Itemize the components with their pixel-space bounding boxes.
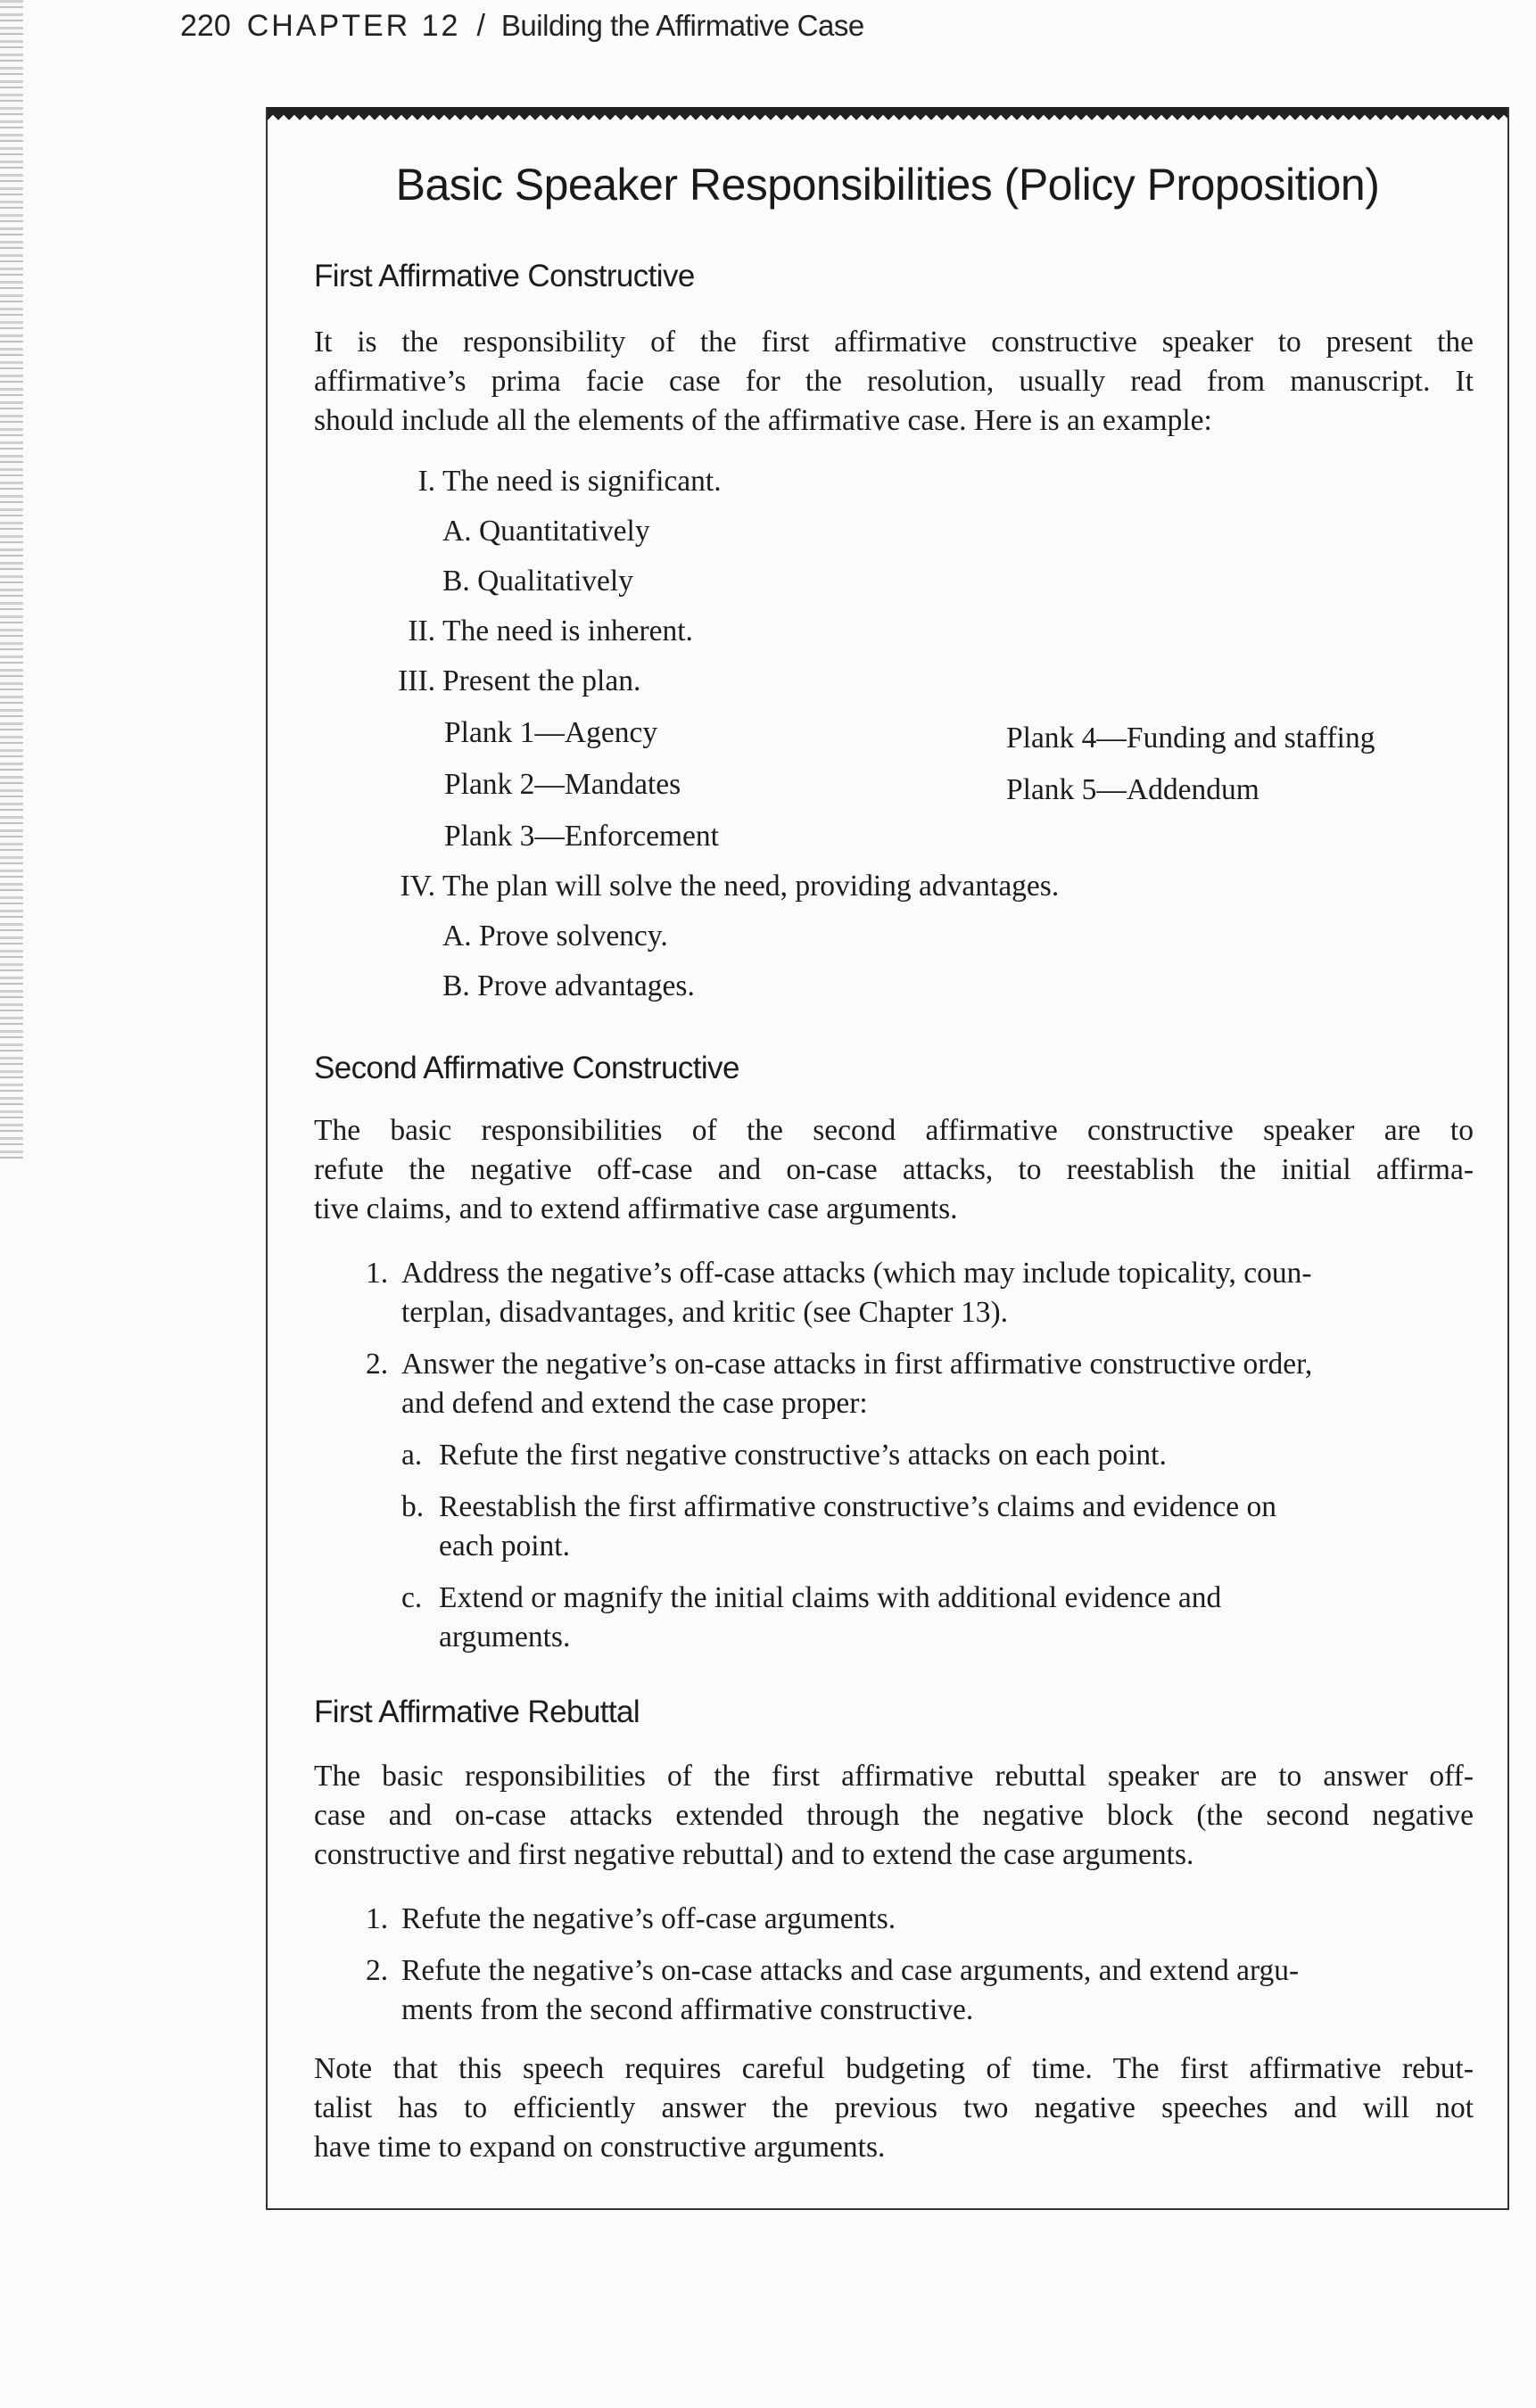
plan-plank: Plank 4—Funding and staffing	[1006, 722, 1375, 755]
paragraph-line: The basic responsibilities of the second affirmative constructive speaker are to	[314, 1114, 1474, 1147]
box-title: Basic Speaker Responsibilities (Policy Proposition)	[395, 160, 1380, 210]
list-number: 1.	[366, 1257, 389, 1290]
outline-item: The need is significant.	[442, 465, 722, 498]
binding-edge	[0, 0, 23, 1159]
paragraph-line: affirmative’s prima facie case for the resolution, usually read from manuscript. It	[314, 365, 1474, 398]
outline-item: Present the plan.	[442, 664, 641, 697]
section-heading-second-affirmative-constructive: Second Affirmative Constructive	[314, 1051, 739, 1085]
list-item-line: Refute the negative’s on-case attacks and case arguments, and extend argu-	[401, 1954, 1300, 1987]
list-letter: a.	[401, 1439, 423, 1472]
paragraph-line: refute the negative off-case and on-case attacks, to reestablish the initial affirma-	[314, 1153, 1474, 1186]
paragraph-line: should include all the elements of the affirmative case. Here is an example:	[314, 404, 1212, 437]
section-paragraph	[314, 1111, 1474, 1229]
section-heading-first-affirmative-constructive: First Affirmative Constructive	[314, 259, 695, 293]
outline-item: The need is inherent.	[442, 614, 693, 647]
list-number: 1.	[366, 1902, 389, 1935]
list-subitem-line: Reestablish the first affirmative constructive’s claims and evidence on	[439, 1490, 1276, 1523]
paragraph-line: Note that this speech requires careful budgeting of time. The first affirmative rebut-	[314, 2052, 1474, 2085]
section-paragraph	[314, 323, 1474, 441]
outline-subitem: B. Prove advantages.	[442, 969, 695, 1002]
outline-numeral: IV.	[400, 870, 435, 903]
paragraph-line: case and on-case attacks extended through the negative block (the second negative	[314, 1799, 1474, 1832]
running-head	[180, 9, 864, 62]
plan-plank: Plank 3—Enforcement	[444, 820, 719, 853]
list-item-line: ments from the second affirmative constructive.	[401, 1993, 974, 2026]
outline-subitem: A. Quantitatively	[442, 515, 650, 548]
list-subitem-line: arguments.	[439, 1620, 571, 1653]
list-item-line: Refute the negative’s off-case arguments.	[401, 1902, 896, 1935]
paragraph-line: have time to expand on constructive arguments.	[314, 2131, 886, 2164]
box-top-border	[268, 107, 1507, 121]
list-item-line: Answer the negative’s on-case attacks in first affirmative constructive order,	[401, 1348, 1313, 1381]
list-item-line: and defend and extend the case proper:	[401, 1387, 868, 1420]
list-number: 2.	[366, 1348, 389, 1381]
outline-item: The plan will solve the need, providing advantages.	[442, 870, 1060, 903]
plan-plank: Plank 5—Addendum	[1006, 773, 1259, 806]
paragraph-line: The basic responsibilities of the first affirmative rebuttal speaker are to answer off-	[314, 1760, 1474, 1793]
list-item-line: Address the negative’s off-case attacks (which may include topicality, coun-	[401, 1257, 1312, 1290]
chapter-label: CHAPTER 12	[246, 9, 461, 43]
list-letter: c.	[401, 1581, 423, 1614]
plan-plank: Plank 1—Agency	[444, 716, 658, 749]
plan-plank: Plank 2—Mandates	[444, 768, 681, 801]
section-paragraph	[314, 1757, 1474, 1875]
list-subitem-line: Refute the first negative constructive’s attacks on each point.	[439, 1439, 1167, 1472]
outline-subitem: A. Prove solvency.	[442, 919, 668, 952]
outline-numeral: I.	[417, 465, 435, 498]
outline-numeral: III.	[398, 664, 435, 697]
section-heading-first-affirmative-rebuttal: First Affirmative Rebuttal	[314, 1695, 640, 1729]
list-letter: b.	[401, 1490, 425, 1523]
outline-numeral: II.	[408, 614, 435, 647]
list-subitem-line: Extend or magnify the initial claims with additional evidence and	[439, 1581, 1222, 1614]
paragraph-line: It is the responsibility of the first affirmative constructive speaker to present the	[314, 326, 1474, 359]
list-item-line: terplan, disadvantages, and kritic (see Chapter 13).	[401, 1296, 1008, 1329]
list-number: 2.	[366, 1954, 389, 1987]
paragraph-line: constructive and first negative rebuttal) and to extend the case arguments.	[314, 1838, 1194, 1871]
paragraph-line: talist has to efficiently answer the previous two negative speeches and will not	[314, 2091, 1474, 2124]
chapter-title: Building the Affirmative Case	[500, 9, 864, 42]
outline-subitem: B. Qualitatively	[442, 565, 633, 598]
page-number: 220	[180, 9, 231, 43]
paragraph-line: tive claims, and to extend affirmative case arguments.	[314, 1192, 958, 1225]
responsibilities-box	[266, 107, 1509, 2210]
head-separator: /	[476, 9, 485, 43]
list-subitem-line: each point.	[439, 1530, 570, 1563]
budgeting-note	[314, 2049, 1474, 2167]
